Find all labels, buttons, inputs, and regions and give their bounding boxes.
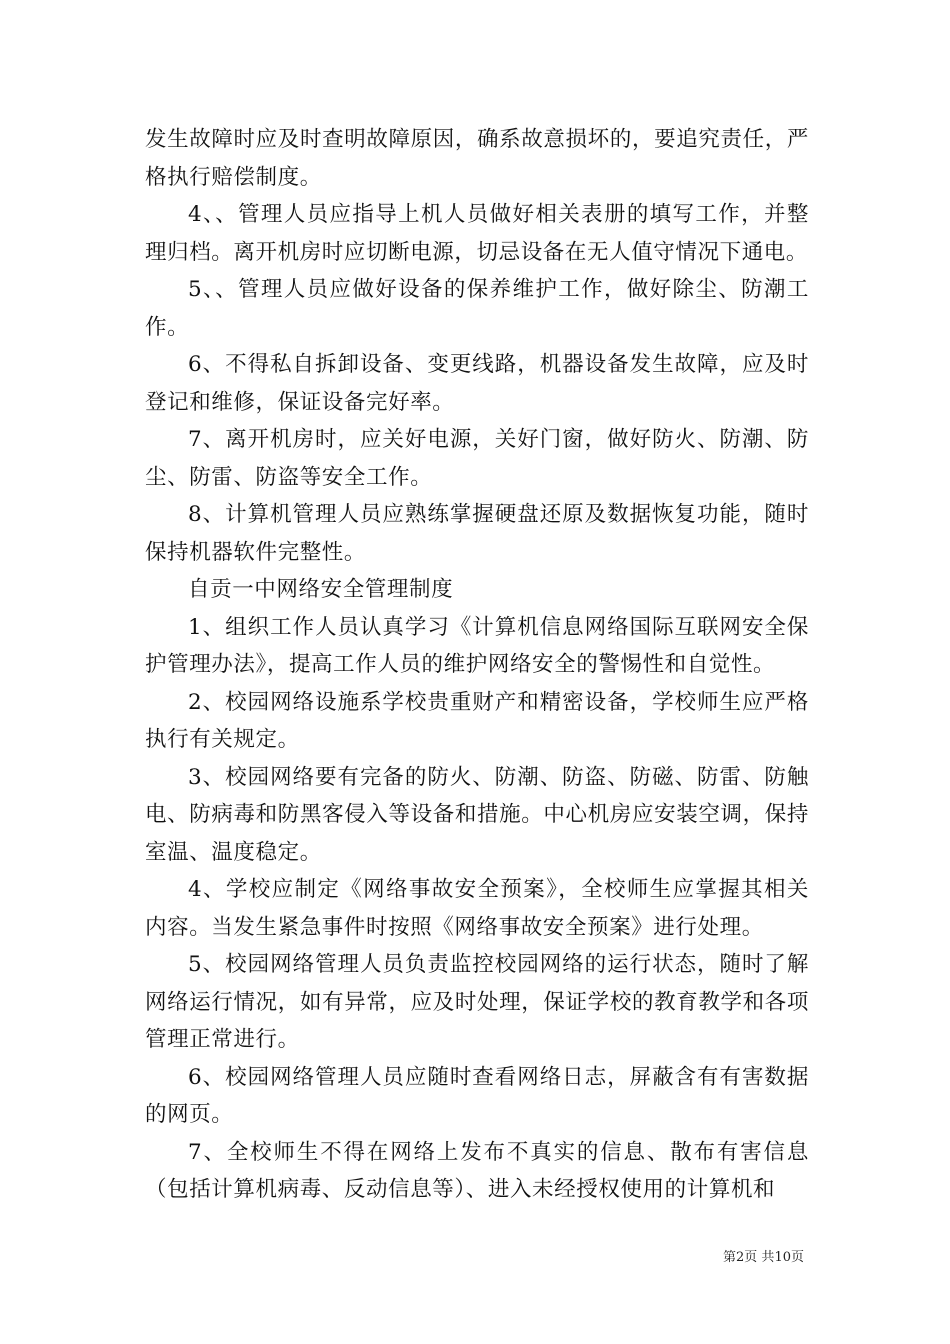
paragraph-4: 7、离开机房时，应关好电源，关好门窗，做好防火、防潮、防尘、防雷、防盗等安全工作。 xyxy=(145,427,809,490)
paragraph-2: 5、、管理人员应做好设备的保养维护工作，做好除尘、防潮工作。 xyxy=(145,277,809,340)
paragraph-0: 发生故障时应及时查明故障原因，确系故意损坏的，要追究责任，严格执行赔偿制度。 xyxy=(145,127,809,190)
footer-prefix: 第 xyxy=(723,1250,737,1265)
footer-total-pages: 10 xyxy=(774,1250,791,1265)
paragraph-12: 6、校园网络管理人员应随时查看网络日志，屏蔽含有有害数据的网页。 xyxy=(145,1064,809,1127)
paragraph-5: 8、计算机管理人员应熟练掌握硬盘还原及数据恢复功能，随时保持机器软件完整性。 xyxy=(145,502,809,565)
paragraph-7: 1、组织工作人员认真学习《计算机信息网络国际互联网安全保护管理办法》，提高工作人员的维护网络安全的警惕性和自觉性。 xyxy=(145,614,809,677)
footer-middle: 页 共 xyxy=(744,1250,775,1265)
document-body xyxy=(145,121,809,1209)
paragraph-9: 3、校园网络要有完备的防火、防潮、防盗、防磁、防雷、防触电、防病毒和防黑客侵入等设备和措施。中心机房应安装空调，保持室温、温度稳定。 xyxy=(145,764,809,865)
footer-current-page: 2 xyxy=(736,1250,745,1265)
paragraph-3: 6、不得私自拆卸设备、变更线路，机器设备发生故障，应及时登记和维修，保证设备完好率。 xyxy=(145,352,809,415)
paragraph-1: 4、、管理人员应指导上机人员做好相关表册的填写工作，并整理归档。离开机房时应切断电源，切忌设备在无人值守情况下通电。 xyxy=(145,202,809,265)
page-number-footer xyxy=(723,1250,804,1266)
paragraph-8: 2、校园网络设施系学校贵重财产和精密设备，学校师生应严格执行有关规定。 xyxy=(145,689,809,752)
section-heading: 自贡一中网络安全管理制度 xyxy=(188,577,454,602)
paragraph-13: 7、全校师生不得在网络上发布不真实的信息、散布有害信息（包括计算机病毒、反动信息等）、进入未经授权使用的计算机和 xyxy=(145,1139,809,1202)
footer-suffix: 页 xyxy=(790,1250,804,1265)
paragraph-11: 5、校园网络管理人员负责监控校园网络的运行状态，随时了解网络运行情况，如有异常，应及时处理，保证学校的教育教学和各项管理正常进行。 xyxy=(145,952,809,1052)
paragraph-10: 4、学校应制定《网络事故安全预案》，全校师生应掌握其相关内容。当发生紧急事件时按照《网络事故安全预案》进行处理。 xyxy=(145,877,809,940)
